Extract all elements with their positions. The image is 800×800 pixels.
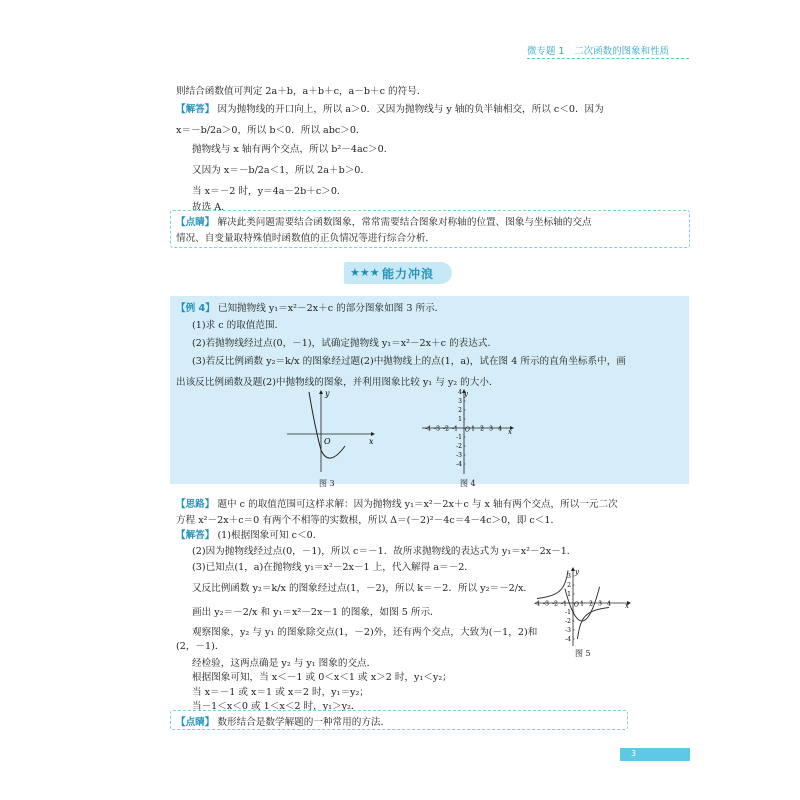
idea-line-2: 方程 x²－2x＋c＝0 有两个不相等的实数根，所以 Δ＝(－2)²－4c＝4－4c＞0，即 c＜1． [176,515,561,526]
fig5-y-label: y [575,568,579,576]
solution-line-10: 当 x＝－1 或 x＝1 或 x＝2 时，y₁＝y₂； [192,687,369,698]
solution-tag: 【解答】 [176,530,215,541]
example-line-3: (2)若抛物线经过点(0，－1)，试确定抛物线 y₁＝x²－2x＋c 的表达式． [192,338,498,349]
header-divider [527,58,689,59]
fig4-ytick-label: -3 [456,452,462,459]
fig4-ytick-label: 3 [458,398,462,405]
fig4-ytick-label: 2 [458,407,462,414]
tip2-line-1 [176,714,390,728]
fig5-caption: 图 5 [575,649,591,658]
fig5-ytick-label: 3 [567,573,571,580]
fig4-ytick-label: 1 [458,416,462,423]
tip2-text-1: 数形结合是数学解题的一种常用的方法． [217,717,391,728]
idea-text-1: 题中 c 的取值范围可这样求解：因为抛物线 y₁＝x²－2x＋c 与 x 轴有两个交点，所以一元二次 [217,499,618,510]
solution-line-5: 画出 y₂＝－2/x 和 y₁＝x²－2x－1 的图象，如图 5 所示． [192,607,440,618]
example-tag: 【例 4】 [176,303,215,314]
answer-line-2: x＝－b/2a＞0，所以 b＜0．所以 abc＞0． [176,125,366,136]
fig3-origin: O [324,437,331,446]
fig5-xtick-label: 3 [598,600,602,608]
fig4-x-label: x [508,428,512,436]
answer-tag: 【解答】 [176,104,215,115]
fig5-xtick-label: -2 [552,600,558,608]
fig4-xtick-label: -1 [452,425,458,433]
answer-line-4: 又因为 x＝－b/2a＜1，所以 2a＋b＞0． [192,165,371,176]
fig3-y-arrow [319,390,323,394]
fig5-ytick-label: -1 [565,609,571,616]
fig3-caption: 图 3 [319,479,335,488]
fig4-xtick-label: -3 [434,425,440,433]
solution-line-8: 经检验，这两点确是 y₂ 与 y₁ 图象的交点． [192,658,377,669]
idea-line-1 [176,496,618,510]
fig3-parabola [309,392,345,458]
running-header: 微专题 1 二次函数的图象和性质 [527,46,670,57]
fig5-xtick-label: 1 [580,600,584,608]
solution-text-1: (1)根据图象可知 c＜0． [217,530,323,541]
solution-line-11: 当－1＜x＜0 或 1＜x＜2 时，y₁＞y₂． [192,701,361,712]
fig4-origin: O [465,426,470,434]
tip1-line-2: 情况、自变量取特殊值时函数值的正负情况等进行综合分析． [176,233,436,244]
fig5-ytick-label: -4 [565,636,571,643]
solution-line-2: (2)因为抛物线经过点(0，－1)，所以 c＝－1．故所求抛物线的表达式为 y₁＝x²－2x－1． [192,546,577,557]
fig5-xtick-label: -4 [534,600,540,608]
fig5-ytick-label: 2 [567,582,571,589]
figure-4 [420,388,516,476]
solution-line-4: 又反比例函数 y₂＝k/x 的图象经过点(1，－2)，所以 k＝－2．所以 y₂＝－2/x． [192,583,533,594]
figure-5 [533,566,633,648]
fig5-xtick-label: -1 [561,600,567,608]
solution-line-1 [176,527,322,541]
answer-line-6: 故选 A． [192,202,231,213]
fig4-xtick-label: -2 [443,425,449,433]
answer-line-3: 抛物线与 x 轴有两个交点，所以 b²－4ac＞0． [192,144,394,155]
fig5-xtick-label: 2 [589,600,593,608]
answer-line-1 [176,101,604,115]
page-number: 3 [631,749,637,758]
fig4-xtick-label: 2 [480,425,484,433]
banner-title: 能力冲浪 [382,267,435,281]
fig4-ytick-label: -4 [456,461,462,468]
fig3-y-label: y [325,389,330,398]
tip1-tag: 【点睛】 [176,217,215,228]
fig5-ytick-label: -2 [565,618,571,625]
fig4-xtick-label: -4 [425,425,431,433]
tip2-tag: 【点睛】 [176,717,215,728]
fig4-ytick-label: -2 [456,443,462,450]
figure-3 [285,388,377,476]
fig5-xtick-label: -3 [543,600,549,608]
fig3-x-arrow [371,432,375,436]
fig4-xtick-label: 1 [471,425,475,433]
fig4-y-label: y [464,390,468,398]
fig5-hyperbola-right [578,608,610,640]
solution-line-3: (3)已知点(1，a)在抛物线 y₁＝x²－2x－1 上，代入解得 a＝－2． [192,562,474,573]
example-line-2: (1)求 c 的取值范围． [192,320,285,331]
fig5-ytick-label: -3 [565,627,571,634]
example-line-1 [176,300,444,314]
tip1-line-1 [176,214,592,228]
idea-tag: 【思路】 [176,499,215,510]
fig4-xtick-label: 3 [489,425,493,433]
fig5-xtick-label: 4 [607,600,611,608]
example-line-4: (3)若反比例函数 y₂＝k/x 的图象经过题(2)中抛物线上的点(1，a)，试在图 4 所示的直角坐标系中，画 [192,356,626,367]
fig5-origin: O [574,601,579,609]
fig4-xtick-label: 4 [498,425,502,433]
example-line-5: 出该反比例函数及题(2)中抛物线的图象，并利用图象比较 y₁ 与 y₂ 的大小． [176,377,499,388]
fig4-ytick-label: -1 [456,434,462,441]
fig5-hyperbola-left [537,570,568,598]
tip1-text-1: 解决此类问题需要结合函数图象，常常需要结合图象对称轴的位置、图象与坐标轴的交点 [217,217,592,228]
fig3-x-label: x [369,437,374,446]
solution-line-6: 观察图象，y₂ 与 y₁ 的图象除交点(1，－2)外，还有两个交点，大致为(－1，2)和 [192,627,538,638]
intro-line: 则结合函数值可判定 2a＋b，a＋b＋c，a－b＋c 的符号． [176,86,427,97]
answer-text-1: 因为抛物线的开口向上，所以 a＞0．又因为抛物线与 y 轴的负半轴相交，所以 c＜0．因为 [217,104,604,115]
banner-stars: ★★★ [350,266,380,279]
fig4-caption: 图 4 [460,479,476,488]
answer-line-5: 当 x＝－2 时，y＝4a－2b＋c＞0． [192,186,347,197]
solution-line-7: (2，－1)． [176,641,225,652]
fig5-ytick-label: 1 [567,591,571,598]
fig4-ytick-label: 4 [458,389,462,396]
example-text-1: 已知抛物线 y₁＝x²－2x＋c 的部分图象如图 3 所示． [217,303,445,314]
solution-line-9: 根据图象可知，当 x＜－1 或 0＜x＜1 或 x＞2 时，y₁＜y₂； [192,672,452,683]
fig5-x-label: x [625,602,629,610]
